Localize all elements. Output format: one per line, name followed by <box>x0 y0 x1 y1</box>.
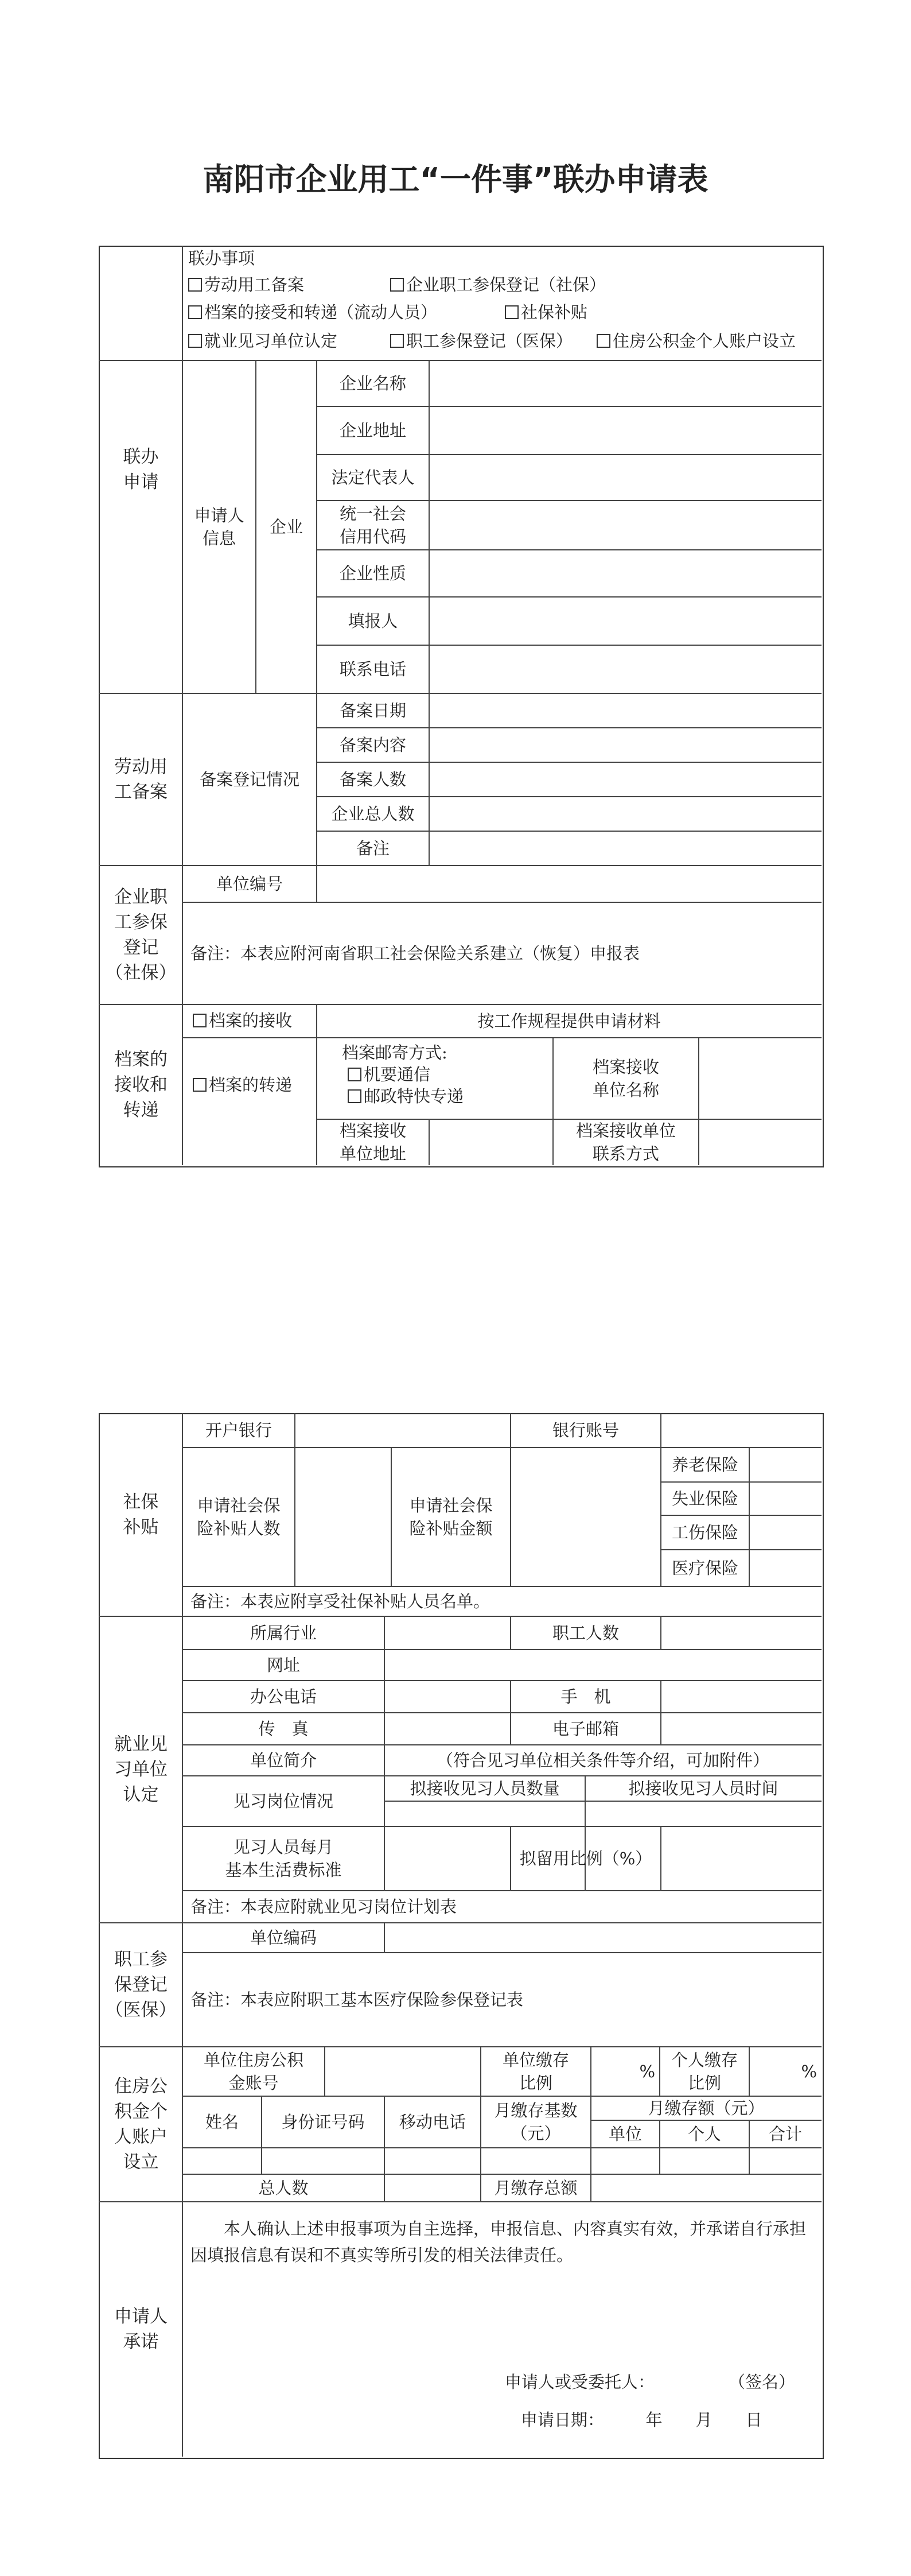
section-title-housing-fund: 住房公 积金个 人账户 设立 <box>114 2076 168 2172</box>
staff-label: 职工人数 <box>552 1623 619 1643</box>
checkbox-label: 机要通信 <box>364 1065 431 1084</box>
insurance-input[interactable] <box>752 1552 819 1584</box>
receiver-address-input[interactable] <box>431 1122 551 1163</box>
checkbox-square[interactable] <box>390 334 404 348</box>
insurance-input[interactable] <box>752 1450 819 1480</box>
matters-heading: 联办事项 <box>188 249 255 268</box>
checkbox-square[interactable] <box>193 1078 207 1092</box>
insurance-label: 失业保险 <box>671 1489 738 1508</box>
insurance-label: 养老保险 <box>671 1455 738 1475</box>
website-label: 网址 <box>266 1655 300 1675</box>
unit-ratio-label: 单位缴存 比例 <box>502 2050 569 2093</box>
checkbox-archive-receive[interactable] <box>193 1009 292 1032</box>
field-label: 备案人数 <box>339 770 406 789</box>
checkbox-label: 企业职工参保登记（社保） <box>406 275 606 294</box>
receiver-address-label: 档案接收 单位地址 <box>339 1121 406 1163</box>
checkbox-label: 职工参保登记（医保） <box>406 331 573 351</box>
bank-label: 开户银行 <box>205 1421 272 1440</box>
website-input[interactable] <box>387 1652 819 1678</box>
checkbox-square[interactable] <box>193 1014 207 1027</box>
section-title-subsidy: 社保 补贴 <box>123 1492 159 1538</box>
fax-label: 传 真 <box>258 1719 309 1739</box>
email-input[interactable] <box>663 1715 819 1743</box>
signature-input[interactable] <box>665 2368 723 2395</box>
account-label: 银行账号 <box>552 1421 619 1440</box>
filing-status-label: 备案登记情况 <box>199 770 299 789</box>
industry-input[interactable] <box>387 1619 508 1647</box>
unit-code-label: 单位编码 <box>250 1928 317 1947</box>
checkbox-ems[interactable] <box>348 1085 464 1108</box>
col-amount: 月缴存额（元） <box>648 2098 765 2118</box>
field-label: 企业总人数 <box>331 804 415 824</box>
insurance-label: 工伤保险 <box>671 1523 738 1542</box>
total-amount-label: 月缴存总额 <box>494 2178 578 2198</box>
plan-count-input[interactable] <box>387 1803 583 1824</box>
total-amount-input[interactable] <box>593 2177 819 2199</box>
enterprise-label: 企业 <box>269 517 303 537</box>
subsidy-amount-input[interactable] <box>513 1450 659 1584</box>
checkbox-label: 档案的接受和转递（流动人员） <box>204 302 438 322</box>
field-label: 备案日期 <box>339 701 406 720</box>
intro-note: （符合见习单位相关条件等介绍，可加附件） <box>436 1751 769 1770</box>
labor-field-input[interactable] <box>431 799 819 829</box>
receiver-name-label: 档案接收 单位名称 <box>592 1057 659 1100</box>
account-input[interactable] <box>663 1415 819 1445</box>
bank-input[interactable] <box>297 1415 508 1445</box>
col-base: 月缴存基数 （元） <box>494 2101 578 2143</box>
intern-note: 备注：本表应附就业见习岗位计划表 <box>190 1897 457 1917</box>
field-label: 统一社会 信用代码 <box>339 504 406 546</box>
retain-ratio-label: 拟留用比例（%） <box>519 1849 652 1868</box>
checkbox-social-insurance[interactable] <box>390 273 606 296</box>
mail-method-label: 档案邮寄方式: <box>342 1043 447 1062</box>
section-title-labor: 劳动用 工备案 <box>114 756 168 802</box>
page-title: 南阳市企业用工“一件事”联办申请表 <box>203 161 708 197</box>
field-label: 联系电话 <box>339 659 406 679</box>
apply-date: 申请日期： 年 月 日 <box>521 2410 762 2430</box>
col-amount-unit: 单位 <box>608 2124 642 2144</box>
field-label: 备注 <box>356 839 390 858</box>
section-title-social-insurance: 企业职 工参保 登记 （社保） <box>105 887 177 983</box>
checkbox-label: 档案的转递 <box>209 1075 293 1095</box>
labor-field-input[interactable] <box>431 696 819 726</box>
receiver-contact-input[interactable] <box>701 1122 819 1163</box>
total-people-input[interactable] <box>387 2177 478 2199</box>
section-title-medical: 职工参 保登记 （医保） <box>105 1949 177 2020</box>
posts-label: 见习岗位情况 <box>233 1791 333 1811</box>
subsidy-amount-label: 申请社会保 险补贴金额 <box>409 1496 493 1538</box>
checkbox-label: 邮政特快专递 <box>364 1087 464 1106</box>
personal-ratio-pct: % <box>801 2062 817 2081</box>
fund-account-input[interactable] <box>327 2049 478 2094</box>
checkbox-square[interactable] <box>188 305 202 319</box>
promise-text: 本人确认上述申报事项为自主选择，申报信息、内容真实有效，并承诺自行承担因填报信息有误和不真实等所引发的相关法律责任。 <box>190 2219 807 2265</box>
col-amount-total: 合计 <box>768 2124 802 2144</box>
checkbox-intern-unit[interactable] <box>188 329 337 352</box>
section-title-intern: 就业见 习单位 认定 <box>114 1734 168 1805</box>
personal-ratio-label: 个人缴存 比例 <box>671 2050 738 2093</box>
labor-field-input[interactable] <box>431 765 819 794</box>
checkbox-label: 就业见习单位认定 <box>204 331 338 351</box>
unit-number-label: 单位编号 <box>216 874 283 894</box>
enterprise-field-input[interactable] <box>431 552 819 595</box>
field-label: 备案内容 <box>339 735 406 755</box>
field-label: 企业地址 <box>339 421 406 440</box>
col-amount-personal: 个人 <box>687 2124 721 2144</box>
retain-ratio-input[interactable] <box>663 1829 819 1888</box>
plan-time-label: 拟接收见习人员时间 <box>628 1779 778 1798</box>
signature-label: （签名） <box>729 2372 796 2392</box>
checkbox-archive-transfer[interactable] <box>188 301 437 324</box>
col-name: 姓名 <box>205 2112 239 2132</box>
insurance-label: 医疗保险 <box>671 1558 738 1578</box>
total-people-label: 总人数 <box>258 2178 309 2198</box>
checkbox-square[interactable] <box>597 334 610 348</box>
enterprise-field-input[interactable] <box>431 503 819 548</box>
labor-field-input[interactable] <box>431 833 819 863</box>
checkbox-square[interactable] <box>390 278 404 292</box>
checkbox-square[interactable] <box>348 1089 361 1103</box>
mobile-input[interactable] <box>663 1683 819 1710</box>
office-phone-input[interactable] <box>387 1683 508 1710</box>
checkbox-confidential-mail[interactable] <box>348 1063 430 1086</box>
insurance-input[interactable] <box>752 1484 819 1513</box>
staff-input[interactable] <box>663 1619 819 1647</box>
office-phone-label: 办公电话 <box>250 1687 317 1706</box>
field-label: 企业名称 <box>339 374 406 393</box>
section-title-archive: 档案的 接收和 转递 <box>114 1049 168 1120</box>
col-mobile: 移动电话 <box>399 2112 466 2132</box>
enterprise-field-input[interactable] <box>431 599 819 643</box>
receiver-contact-label: 档案接收单位 联系方式 <box>575 1121 676 1163</box>
plan-count-label: 拟接收见习人员数量 <box>410 1779 560 1798</box>
labor-field-input[interactable] <box>431 730 819 760</box>
checkbox-square[interactable] <box>188 334 202 348</box>
checkbox-archive-transfer-option[interactable] <box>193 1073 292 1096</box>
checkbox-labor-filing[interactable] <box>188 273 304 296</box>
signer-label: 申请人或受委托人： <box>505 2372 655 2392</box>
email-label: 电子邮箱 <box>552 1719 619 1739</box>
subsidy-count-input[interactable] <box>297 1450 389 1584</box>
fund-account-label: 单位住房公积 金账号 <box>203 2050 303 2093</box>
unit-number-input[interactable] <box>319 868 819 900</box>
social-note: 备注：本表应附河南省职工社会保险关系建立（恢复）申报表 <box>190 944 640 963</box>
checkbox-social-subsidy[interactable] <box>505 301 587 324</box>
living-cost-input[interactable] <box>387 1829 508 1888</box>
medical-note: 备注：本表应附职工基本医疗保险参保登记表 <box>190 1990 524 2009</box>
insurance-input[interactable] <box>752 1518 819 1547</box>
section-title-lianban: 联办 申请 <box>123 447 159 492</box>
checkbox-square[interactable] <box>348 1068 361 1081</box>
mobile-label: 手 机 <box>560 1687 611 1706</box>
checkbox-label: 档案的接收 <box>209 1011 293 1030</box>
checkbox-medical-insurance[interactable] <box>390 329 573 352</box>
intro-label: 单位简介 <box>250 1751 317 1770</box>
col-id-number: 身份证号码 <box>281 2112 365 2132</box>
field-label: 填报人 <box>348 611 398 631</box>
applicant-info-label: 申请人 信息 <box>194 506 244 548</box>
checkbox-square[interactable] <box>505 305 519 319</box>
field-label: 法定代表人 <box>331 468 415 487</box>
checkbox-label: 劳动用工备案 <box>204 275 305 294</box>
enterprise-field-input[interactable] <box>431 647 819 691</box>
checkbox-square[interactable] <box>188 278 202 292</box>
subsidy-count-label: 申请社会保 险补贴人数 <box>197 1496 281 1538</box>
unit-ratio-pct: % <box>639 2062 655 2081</box>
enterprise-field-input[interactable] <box>431 409 819 452</box>
checkbox-label: 住房公积金个人账户设立 <box>613 331 796 351</box>
field-label: 企业性质 <box>339 564 406 583</box>
industry-label: 所属行业 <box>250 1623 317 1643</box>
living-cost-label: 见习人员每月 基本生活费标准 <box>225 1837 342 1880</box>
checkbox-housing-fund[interactable] <box>597 329 796 352</box>
enterprise-field-input[interactable] <box>431 363 819 404</box>
checkbox-label: 社保补贴 <box>521 302 588 322</box>
enterprise-field-input[interactable] <box>431 457 819 498</box>
unit-code-input[interactable] <box>387 1925 819 1950</box>
receiver-name-input[interactable] <box>701 1040 819 1117</box>
fax-input[interactable] <box>387 1715 508 1743</box>
plan-time-input[interactable] <box>587 1803 819 1824</box>
section-title-promise: 申请人 承诺 <box>114 2306 168 2352</box>
subsidy-note: 备注：本表应附享受社保补贴人员名单。 <box>190 1592 490 1611</box>
receive-note: 按工作规程提供申请材料 <box>477 1011 661 1031</box>
